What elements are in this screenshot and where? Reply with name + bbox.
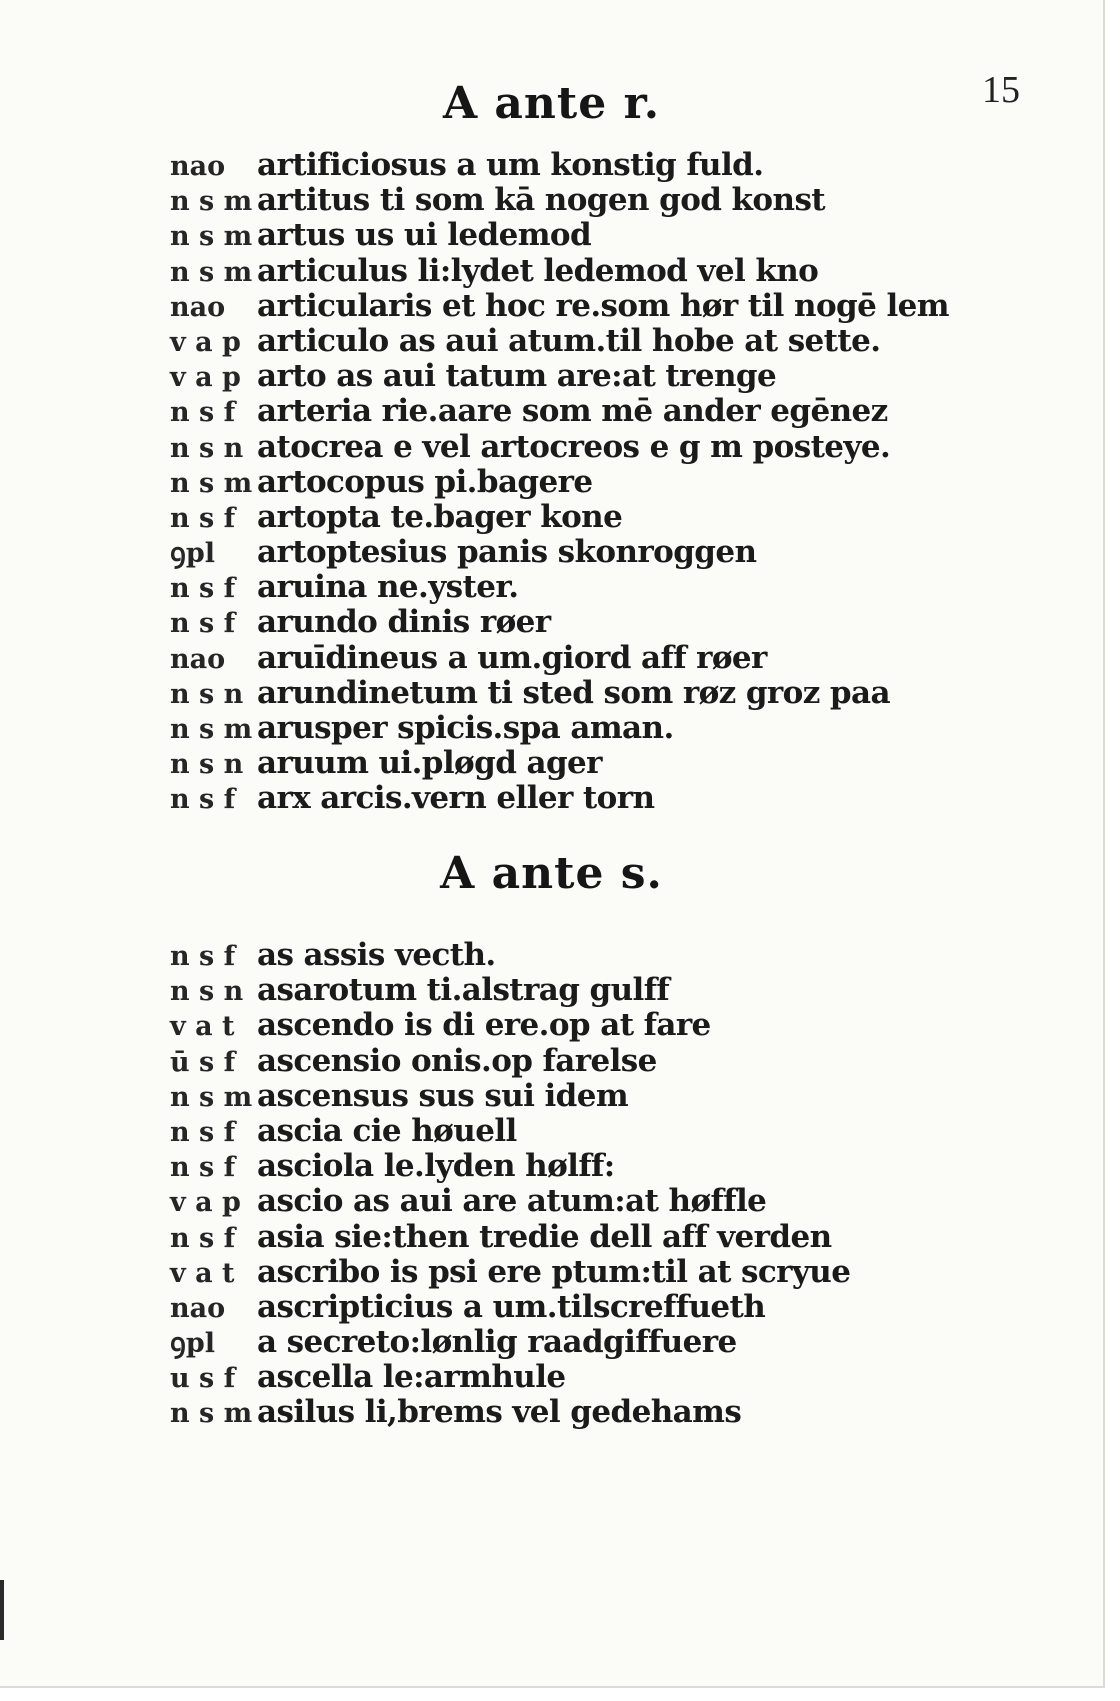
section-heading-a-ante-r: A ante r. [442, 78, 661, 129]
grammar-code: n s f [170, 784, 236, 816]
grammar-code: n s f [170, 1222, 236, 1254]
grammar-code: v a p [170, 1187, 241, 1219]
grammar-code: n s f [170, 1116, 236, 1148]
list-item [170, 254, 949, 289]
grammar-code: n s m [170, 186, 253, 218]
grammar-code: n s m [170, 467, 253, 499]
list-item [170, 218, 949, 253]
entry-text: asia sie:then tredie dell aff verden [257, 1218, 832, 1255]
list-item [170, 1184, 850, 1219]
entry-text: ascendo is di ere.op at fare [257, 1007, 711, 1044]
list-item [170, 711, 949, 746]
entry-text: articulo as aui atum.til hobe at sette. [257, 322, 881, 359]
grammar-code: n s m [170, 714, 253, 745]
entry-text: arusper spicis.spa aman. [257, 710, 674, 746]
list-item [170, 938, 850, 973]
grammar-code: nao [170, 291, 226, 323]
list-item [170, 1255, 850, 1290]
list-item [170, 1360, 850, 1395]
entry-text: as assis vecth. [257, 937, 496, 973]
grammar-code: v a p [170, 326, 241, 358]
entry-text: asciola le.lyden hølff: [257, 1148, 615, 1185]
entry-text: ascensus sus sui idem [257, 1077, 629, 1114]
list-item [170, 676, 949, 711]
grammar-code: v a t [170, 1257, 235, 1289]
grammar-code: nao [170, 1292, 226, 1324]
entry-text: artocopus pi.bagere [257, 463, 593, 500]
list-item [170, 973, 850, 1008]
entry-text: ascripticius a um.tilscreffueth [257, 1288, 766, 1325]
list-item [170, 570, 949, 605]
grammar-code: n s f [170, 502, 236, 534]
grammar-code: n s n [170, 432, 244, 464]
entry-text: a secreto:lønlig raadgiffuere [257, 1324, 737, 1361]
grammar-code: ꝯpl [170, 538, 215, 570]
entry-text: artus us ui ledemod [257, 217, 592, 254]
list-item [170, 746, 949, 781]
list-item [170, 148, 949, 183]
grammar-code: ꝯpl [170, 1328, 215, 1360]
list-item [170, 535, 949, 570]
list-item [170, 1044, 850, 1079]
grammar-code: ū s f [170, 1046, 236, 1078]
grammar-code: n s f [170, 941, 236, 972]
entry-text: aruum ui.pløgd ager [257, 745, 602, 782]
page-number: 15 [982, 69, 1020, 111]
grammar-code: n s m [170, 1081, 253, 1113]
entry-text: asarotum ti.alstrag gulff [257, 972, 670, 1009]
entry-text: atocrea e vel artocreos e g m posteye. [257, 428, 891, 465]
scan-edge-mark [0, 1580, 4, 1640]
list-item [170, 500, 949, 535]
list-item [170, 1079, 850, 1114]
entry-text: ascio as aui are atum:at høffle [257, 1183, 767, 1220]
entry-text: ascella le:armhule [257, 1359, 566, 1396]
grammar-code: n s f [170, 608, 236, 640]
list-item [170, 1395, 850, 1430]
grammar-code: n s f [170, 397, 236, 429]
entry-text: artoptesius panis skonroggen [257, 534, 757, 571]
grammar-code: u s f [170, 1363, 236, 1395]
list-item [170, 183, 949, 218]
list-item [170, 1290, 850, 1325]
list-item [170, 1114, 850, 1149]
list-item [170, 289, 949, 324]
grammar-code: n s m [170, 221, 253, 253]
list-item [170, 359, 949, 394]
grammar-code: n s n [170, 976, 244, 1008]
list-item [170, 465, 949, 500]
entry-text: asilus li,brems vel gedehams [257, 1394, 742, 1431]
entry-text: arundo dinis røer [257, 604, 551, 641]
list-item [170, 1008, 850, 1043]
list-item [170, 394, 949, 429]
grammar-code: nao [170, 151, 226, 182]
list-item [170, 324, 949, 359]
entry-text: artificiosus a um konstig fuld. [257, 147, 764, 183]
grammar-code: nao [170, 643, 226, 675]
entry-text: arteria rie.aare som mē ander egēnez [257, 393, 888, 430]
entry-text: aruīdineus a um.giord aff røer [257, 639, 767, 676]
entry-text: articularis et hoc re.som hør til nogē lem [257, 287, 949, 324]
entry-text: arx arcis.vern eller torn [257, 780, 655, 817]
list-item [170, 1220, 850, 1255]
entry-text: arundinetum ti sted som røz groz paa [257, 674, 890, 711]
grammar-code: v a t [170, 1011, 235, 1043]
grammar-code: n s n [170, 749, 244, 781]
grammar-code: n s f [170, 573, 236, 605]
grammar-code: n s f [170, 1152, 236, 1184]
grammar-code: n s m [170, 256, 253, 288]
entry-list-a-ante-r [170, 148, 949, 817]
section-heading-a-ante-s: A ante s. [440, 848, 663, 899]
entry-text: ascensio onis.op farelse [257, 1042, 657, 1079]
entry-text: ascia cie høuell [257, 1112, 517, 1149]
grammar-code: n s n [170, 678, 244, 710]
grammar-code: n s m [170, 1398, 253, 1430]
list-item [170, 605, 949, 640]
entry-text: artitus ti som kā nogen god konst [257, 182, 826, 219]
list-item [170, 1325, 850, 1360]
list-item [170, 641, 949, 676]
entry-text: ascribo is psi ere ptum:til at scryue [257, 1253, 851, 1290]
entry-text: arto as aui tatum are:at trenge [257, 358, 777, 395]
grammar-code: v a p [170, 362, 241, 394]
entry-text: articulus li:lydet ledemod vel kno [257, 252, 819, 289]
entry-list-a-ante-s [170, 938, 850, 1431]
list-item [170, 781, 949, 816]
list-item [170, 1149, 850, 1184]
list-item [170, 430, 949, 465]
entry-text: artopta te.bager kone [257, 498, 623, 535]
entry-text: aruina ne.yster. [257, 569, 519, 606]
